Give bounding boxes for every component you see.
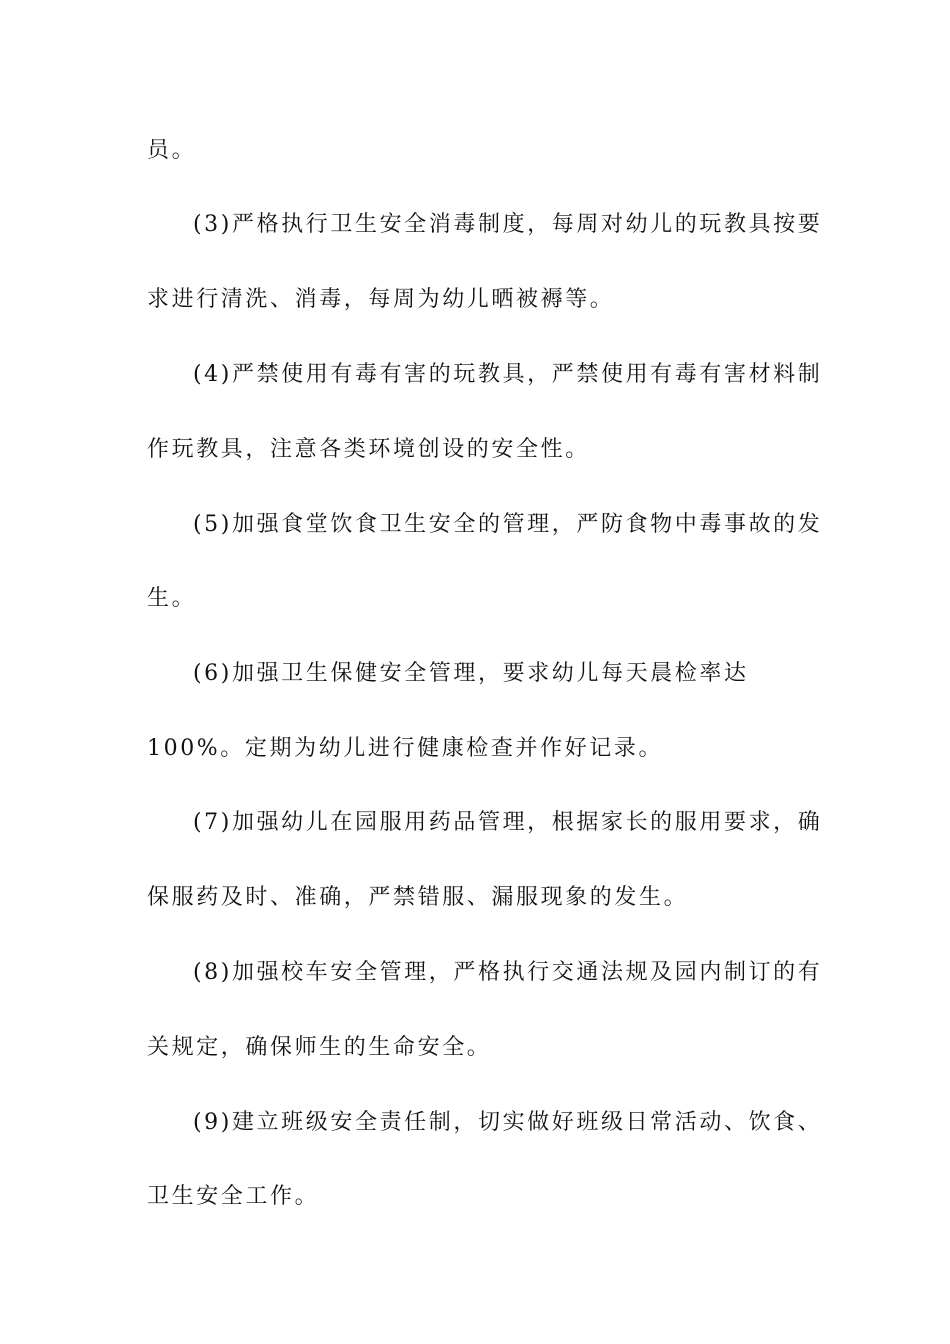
text-line: 员。 xyxy=(147,138,197,163)
text-line: (4)严禁使用有毒有害的玩教具，严禁使用有毒有害材料制 xyxy=(193,362,823,387)
text-line: 关规定，确保师生的生命安全。 xyxy=(147,1035,492,1060)
text-line: 生。 xyxy=(147,586,197,611)
text-line: 求进行清洗、消毒，每周为幼儿晒被褥等。 xyxy=(147,287,615,312)
text-line: 100%。定期为幼儿进行健康检查并作好记录。 xyxy=(147,736,664,761)
text-line: (3)严格执行卫生安全消毒制度，每周对幼儿的玩教具按要 xyxy=(193,212,823,237)
text-line: 作玩教具，注意各类环境创设的安全性。 xyxy=(147,437,590,462)
text-line: 保服药及时、准确，严禁错服、漏服现象的发生。 xyxy=(147,885,689,910)
text-line: (5)加强食堂饮食卫生安全的管理，严防食物中毒事故的发 xyxy=(193,512,823,537)
text-line: (8)加强校车安全管理，严格执行交通法规及园内制订的有 xyxy=(193,960,823,985)
text-line: 卫生安全工作。 xyxy=(147,1184,320,1209)
text-line: (7)加强幼儿在园服用药品管理，根据家长的服用要求，确 xyxy=(193,810,823,835)
text-line: (6)加强卫生保健安全管理，要求幼儿每天晨检率达 xyxy=(193,661,749,686)
text-line: (9)建立班级安全责任制，切实做好班级日常活动、饮食、 xyxy=(193,1110,823,1135)
